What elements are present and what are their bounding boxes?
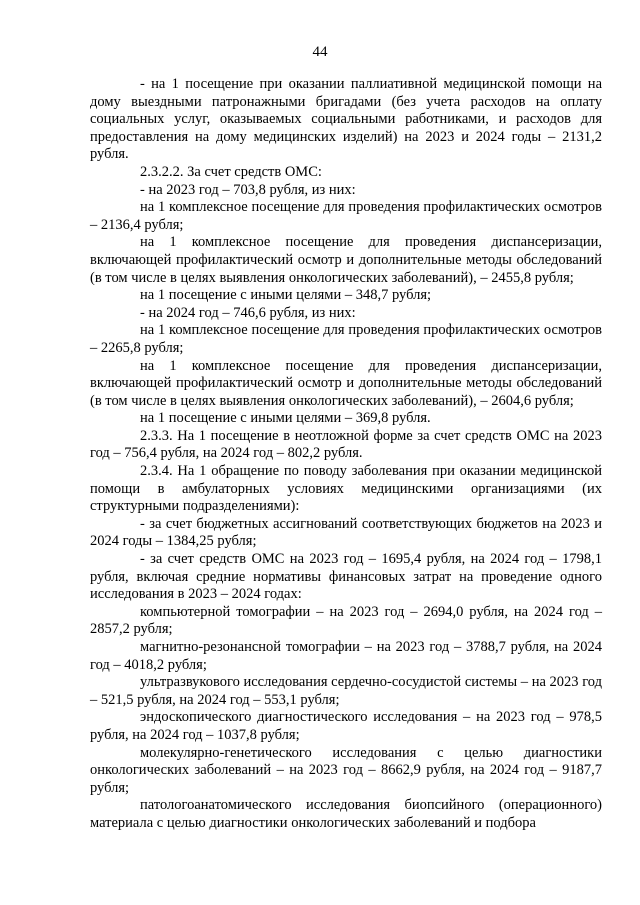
paragraph: патологоанатомического исследования биопсийного (операционного) материала с целью диагностики онкологических заболеваний и подбора xyxy=(90,797,602,831)
paragraph: магнитно-резонансной томографии – на 2023 год – 3788,7 рубля, на 2024 год – 4018,2 рубля; xyxy=(90,639,602,673)
page-number: 44 xyxy=(312,44,328,60)
paragraph: на 1 комплексное посещение для проведения профилактических осмотров – 2136,4 рубля; xyxy=(90,199,602,233)
paragraph: 2.3.3. На 1 посещение в неотложной форме за счет средств ОМС на 2023 год – 756,4 рубля, на 2024 год – 802,2 рубля. xyxy=(90,427,602,462)
document-body xyxy=(90,76,602,833)
paragraph: на 1 комплексное посещение для проведения диспансеризации, включающей профилактический осмотр и дополнительные методы обследований (в том числе в целях выявления онкологических заболеваний), – 2455,8 рубля; xyxy=(90,234,602,286)
paragraph: - на 1 посещение при оказании паллиативной медицинской помощи на дому выездными патронажными бригадами (без учета расходов на оплату социальных услуг, оказываемых социальными работниками, и расходов для предоставления на дому медицинских изделий) на 2023 и 2024 годы – 2131,2 рубля. xyxy=(90,76,602,163)
paragraph: 2.3.4. На 1 обращение по поводу заболевания при оказании медицинской помощи в амбулаторных условиях медицинскими организациями (их структурными подразделениями): xyxy=(90,463,602,515)
paragraph: эндоскопического диагностического исследования – на 2023 год – 978,5 рубля, на 2024 год – 1037,8 рубля; xyxy=(90,709,602,743)
paragraph: - на 2023 год – 703,8 рубля, из них: xyxy=(140,181,356,198)
paragraph: молекулярно-генетического исследования с целью диагностики онкологических заболеваний – на 2023 год – 8662,9 рубля, на 2024 год – 9187,7 рубля; xyxy=(90,744,602,796)
paragraph: - на 2024 год – 746,6 рубля, из них: xyxy=(140,304,356,321)
paragraph: компьютерной томографии – на 2023 год – 2694,0 рубля, на 2024 год – 2857,2 рубля; xyxy=(90,603,602,638)
paragraph: на 1 посещение с иными целями – 348,7 рубля; xyxy=(140,287,432,304)
paragraph: ультразвукового исследования сердечно-сосудистой системы – на 2023 год – 521,5 рубля, на 2024 год – 553,1 рубля; xyxy=(90,674,602,708)
paragraph: - за счет бюджетных ассигнований соответствующих бюджетов на 2023 и 2024 годы – 1384,25 рубля; xyxy=(90,515,602,550)
paragraph: - за счет средств ОМС на 2023 год – 1695,4 рубля, на 2024 год – 1798,1 рубля, включая средние нормативы финансовых затрат на проведение одного исследования в 2023 – 2024 годах: xyxy=(90,551,602,603)
paragraph: на 1 посещение с иными целями – 369,8 рубля. xyxy=(140,410,431,427)
paragraph: 2.3.2.2. За счет средств ОМС: xyxy=(140,163,322,180)
paragraph: на 1 комплексное посещение для проведения диспансеризации, включающей профилактический осмотр и дополнительные методы обследований (в том числе в целях выявления онкологических заболеваний), – 2604,6 рубля; xyxy=(90,357,602,409)
paragraph: на 1 комплексное посещение для проведения профилактических осмотров – 2265,8 рубля; xyxy=(90,322,602,356)
